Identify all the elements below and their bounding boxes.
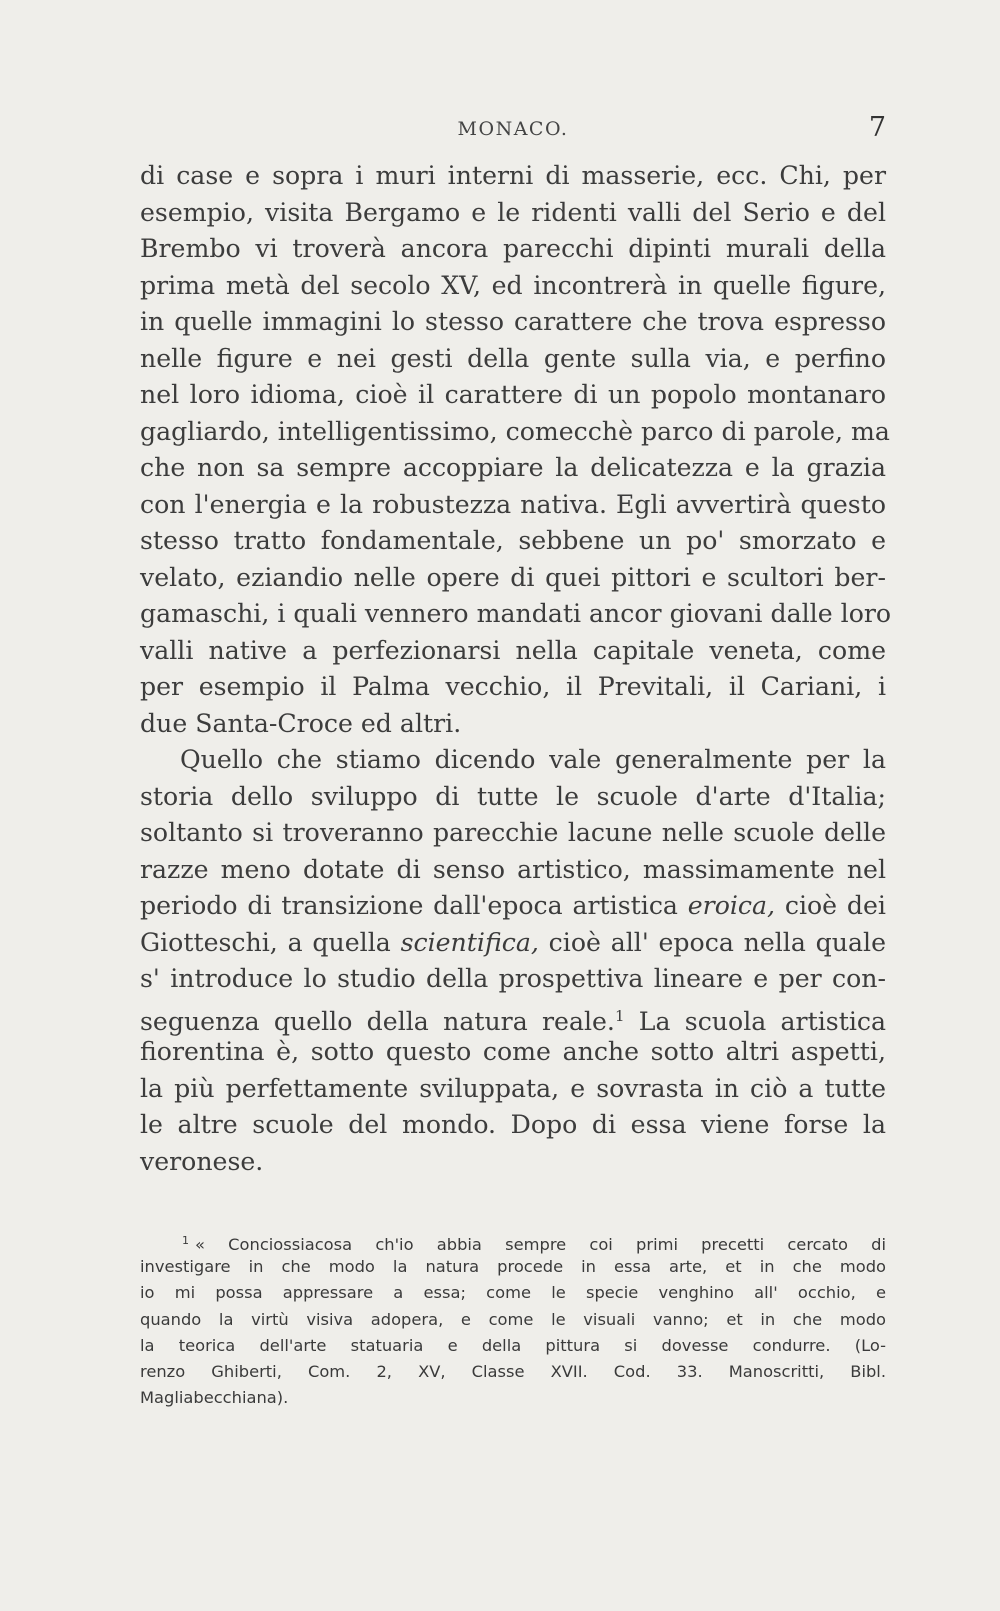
footnote-line: io mi possa appressare a essa; come le specie venghino all' occhio, e xyxy=(140,1283,886,1303)
text-line: valli native a perfezionarsi nella capitale veneta, come xyxy=(140,635,886,665)
footnote-line: la teorica dell'arte statuaria e della pittura si dovesse condurre. (Lo- xyxy=(140,1335,886,1355)
running-head xyxy=(140,112,886,142)
footnote-line: renzo Ghiberti, Com. 2, XV, Classe XVII. Cod. 33. Manoscritti, Bibl. xyxy=(140,1361,886,1381)
text-segment: Giotteschi, a quella xyxy=(140,927,401,957)
text-line: esempio, visita Bergamo e le ridenti valli del Serio e del xyxy=(140,197,886,227)
text-line: con l'energia e la robustezza nativa. Egli avvertirà questo xyxy=(140,489,886,519)
text-line: di case e sopra i muri interni di masserie, ecc. Chi, per xyxy=(140,161,886,190)
text-line: Brembo vi troverà ancora parecchi dipinti murali della xyxy=(140,234,886,263)
text-line: soltanto si troveranno parecchie lacune nelle scuole delle xyxy=(140,818,886,847)
text-line: in quelle immagini lo stesso carattere che trova espresso xyxy=(140,307,886,336)
text-segment: periodo di transizione dall'epoca artistica xyxy=(140,891,688,920)
italic-term-eroica: eroica, xyxy=(687,891,776,920)
running-head-title: MONACO. xyxy=(457,118,569,140)
paragraph-start-line: Quello che stiamo dicendo vale generalmente per la xyxy=(180,745,886,774)
text-line xyxy=(140,998,886,1035)
text-segment: cioè all' epoca nella quale xyxy=(538,927,886,957)
text-line: storia dello sviluppo di tutte le scuole d'arte d'Italia; xyxy=(140,781,886,811)
footnote xyxy=(140,1228,886,1411)
footnote-marker: 1 xyxy=(614,1006,625,1025)
text-line: velato, eziandio nelle opere di quei pittori e scultori ber- xyxy=(140,562,886,592)
text-line: per esempio il Palma vecchio, il Previtali, il Cariani, i xyxy=(140,672,886,701)
text-line: stesso tratto fondamentale, sebbene un po' smorzato e xyxy=(140,526,886,555)
text-segment: seguenza quello della natura reale. xyxy=(140,1006,615,1036)
text-line: gagliardo, intelligentissimo, comecchè parco di parole, ma xyxy=(140,416,890,446)
text-line: s' introduce lo studio della prospettiva lineare e per con- xyxy=(140,964,886,993)
text-line: che non sa sempre accoppiare la delicatezza e la grazia xyxy=(140,453,886,482)
text-line: fiorentina è, sotto questo come anche sotto altri aspetti, xyxy=(140,1037,886,1066)
text-line xyxy=(140,925,886,962)
text-line: nelle figure e nei gesti della gente sulla via, e perfino xyxy=(140,343,886,373)
page-number: 7 xyxy=(868,112,886,143)
footnote-line: Magliabecchiana). xyxy=(140,1388,289,1408)
text-line: razze meno dotate di senso artistico, massimamente nel xyxy=(140,854,886,884)
text-line: nel loro idioma, cioè il carattere di un popolo montanaro xyxy=(140,380,886,409)
paragraph-end-line: veronese. xyxy=(140,1146,264,1176)
body-text xyxy=(140,158,892,1180)
footnote-line xyxy=(140,1228,886,1254)
text-line: prima metà del secolo XV, ed incontrerà in quelle figure, xyxy=(140,270,886,300)
text-line: le altre scuole del mondo. Dopo di essa viene forse la xyxy=(140,1110,886,1139)
footnote-line: quando la virtù visiva adopera, e come le visuali vanno; et in che modo xyxy=(140,1309,886,1329)
text-line: gamaschi, i quali vennero mandati ancor giovani dalle loro xyxy=(140,599,892,628)
text-line xyxy=(140,888,886,925)
text-segment: cioè dei xyxy=(775,891,886,920)
footnote-text: « Conciossiacosa ch'io abbia sempre coi primi precetti cercato di xyxy=(195,1235,886,1254)
footnote-line: investigare in che modo la natura procede in essa arte, et in che modo xyxy=(140,1257,886,1277)
text-segment: La scuola artistica xyxy=(624,1006,886,1036)
paragraph-end-line: due Santa-Croce ed altri. xyxy=(140,708,462,738)
text-line: la più perfettamente sviluppata, e sovrasta in ciò a tutte xyxy=(140,1073,886,1103)
footnote-number: 1 xyxy=(182,1234,189,1247)
italic-term-scientifica: scientifica, xyxy=(400,927,539,957)
